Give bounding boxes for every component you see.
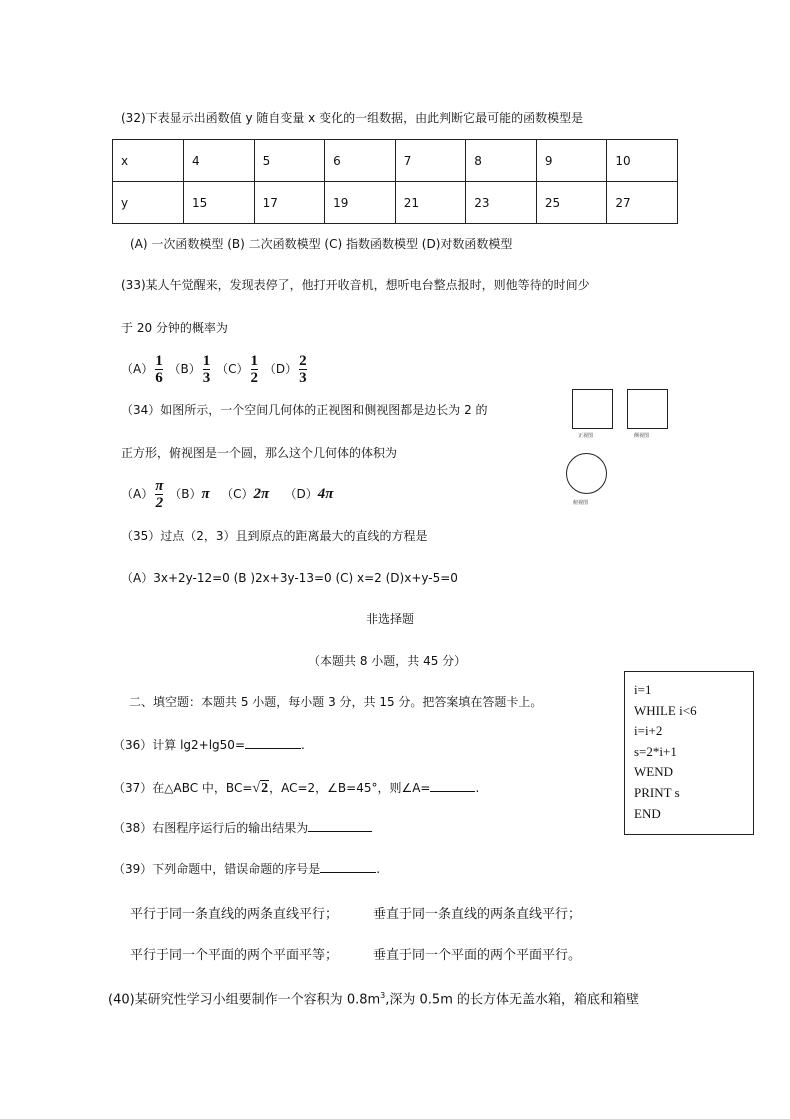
q35-stem: （35）过点（2，3）且到原点的距离最大的直线的方程是: [121, 529, 428, 543]
q37-middle: ，AC=2，∠B=45°，则∠A=: [269, 781, 431, 795]
denominator: 2: [155, 495, 164, 511]
top-view-label: 俯视图: [573, 500, 589, 506]
option-label: （B）: [168, 362, 201, 376]
q38: [113, 819, 372, 836]
fraction: [155, 353, 163, 386]
table-cell: 15: [184, 182, 255, 224]
option-label: （D）: [263, 362, 298, 376]
q39-proposition-4: 垂直于同一个平面的两个平面平行。: [373, 948, 582, 963]
q33-options: [121, 351, 309, 387]
numerator: 1: [155, 353, 163, 369]
option-label: （C）: [221, 487, 254, 501]
answer-blank: [308, 819, 372, 832]
option-value: π: [201, 486, 210, 502]
answer-blank: [245, 736, 301, 749]
program-line: END: [634, 805, 661, 821]
q36-text: （36）计算 lg2+lg50=: [113, 738, 246, 752]
side-view-square: [627, 389, 668, 429]
q37-prefix: （37）在△ABC 中，BC=: [113, 781, 253, 795]
section-subtitle: （本题共 8 小题，共 45 分）: [308, 654, 467, 668]
q39-proposition-2: 垂直于同一条直线的两条直线平行；: [373, 907, 582, 922]
numerator: 2: [299, 353, 307, 369]
fraction: [155, 478, 163, 511]
table-cell: 7: [395, 140, 466, 182]
q34-options: [121, 476, 333, 512]
table-cell: 27: [607, 182, 678, 224]
table-cell: 4: [184, 140, 255, 182]
q37-end: .: [475, 781, 480, 795]
fraction: [251, 353, 259, 386]
program-line: s=2*i+1: [634, 743, 677, 759]
table-cell: 23: [466, 182, 537, 224]
q32-options: (A) 一次函数模型 (B) 二次函数模型 (C) 指数函数模型 (D)对数函数模型: [130, 237, 513, 251]
option-value: 4π: [317, 486, 334, 502]
fraction: [299, 353, 307, 386]
q39-proposition-1: 平行于同一条直线的两条直线平行；: [130, 907, 339, 922]
section-title: 非选择题: [366, 612, 415, 626]
table-cell: 10: [607, 140, 678, 182]
q39-text: （39）下列命题中，错误命题的序号是: [113, 862, 321, 876]
program-line: i=1: [634, 682, 652, 697]
data-table: [112, 139, 678, 224]
option-label: （B）: [169, 487, 202, 501]
q34-stem-line2: 正方形，俯视图是一个圆，那么这个几何体的体积为: [121, 446, 398, 460]
table-cell: 8: [466, 140, 537, 182]
program-line: WEND: [634, 764, 673, 780]
table-cell: 21: [395, 182, 466, 224]
option-label: （A）: [121, 487, 154, 501]
numerator: 1: [202, 353, 211, 369]
option-label: （D）: [284, 487, 318, 501]
q40-text-a: (40)某研究性学习小组要制作一个容积为 0.8m: [108, 992, 381, 1008]
q40-text-b: ,深为 0.5m 的长方体无盖水箱，箱底和箱壁: [385, 992, 639, 1008]
q36-end: .: [301, 738, 305, 752]
table-cell: y: [113, 182, 184, 224]
top-view-circle: [566, 453, 607, 494]
q33-stem-line1: (33)某人午觉醒来，发现表停了，他打开收音机，想听电台整点报时，则他等待的时间少: [121, 278, 590, 292]
option-value: 2π: [253, 486, 270, 502]
sqrt-expression: √2: [252, 781, 269, 796]
q40-superscript: 3: [380, 991, 386, 1000]
q40: [108, 988, 639, 1008]
table-cell: 19: [325, 182, 396, 224]
table-cell: 17: [254, 182, 325, 224]
numerator: π: [155, 478, 164, 494]
program-line: i=i+2: [634, 723, 663, 739]
table-cell: x: [113, 140, 184, 182]
q36: [113, 736, 305, 753]
option-label: （A）: [121, 362, 154, 376]
q34-stem-line1: （34）如图所示，一个空间几何体的正视图和侧视图都是边长为 2 的: [121, 403, 488, 417]
table-cell: 6: [325, 140, 396, 182]
program-box: [624, 671, 754, 835]
q39-end: .: [376, 862, 381, 876]
front-view-square: [572, 389, 613, 429]
table-cell: 5: [254, 140, 325, 182]
program-line: PRINT s: [634, 784, 680, 800]
denominator: 6: [155, 370, 163, 386]
table-cell: 9: [536, 140, 607, 182]
q39: [113, 860, 380, 877]
radicand: 2: [261, 781, 269, 796]
q35-options: （A）3x+2y-12=0 (B )2x+3y-13=0 (C) x=2 (D)x+y-5=0: [121, 571, 458, 585]
q32-stem: (32)下表显示出函数值 y 随自变量 x 变化的一组数据，由此判断它最可能的函数模型是: [121, 111, 584, 125]
program-line: WHILE i<6: [634, 702, 697, 718]
denominator: 3: [202, 370, 211, 386]
side-view-label: 侧视图: [634, 433, 650, 439]
answer-blank: [430, 779, 475, 792]
numerator: 1: [250, 353, 258, 369]
answer-blank: [320, 860, 376, 873]
denominator: 3: [299, 370, 307, 386]
q38-text: （38）右图程序运行后的输出结果为: [113, 821, 309, 835]
denominator: 2: [250, 370, 258, 386]
table-row: [113, 140, 678, 182]
option-label: （C）: [216, 362, 249, 376]
q33-stem-line2: 于 20 分钟的概率为: [121, 321, 228, 335]
table-row: [113, 182, 678, 224]
front-view-label: 正视图: [578, 433, 594, 439]
fraction: [203, 353, 211, 386]
fill-in-instructions: 二、填空题：本题共 5 小题，每小题 3 分，共 15 分。把答案填在答题卡上。: [129, 695, 543, 709]
table-cell: 25: [536, 182, 607, 224]
q37: [113, 779, 479, 797]
q39-proposition-3: 平行于同一个平面的两个平面平等；: [130, 948, 339, 963]
